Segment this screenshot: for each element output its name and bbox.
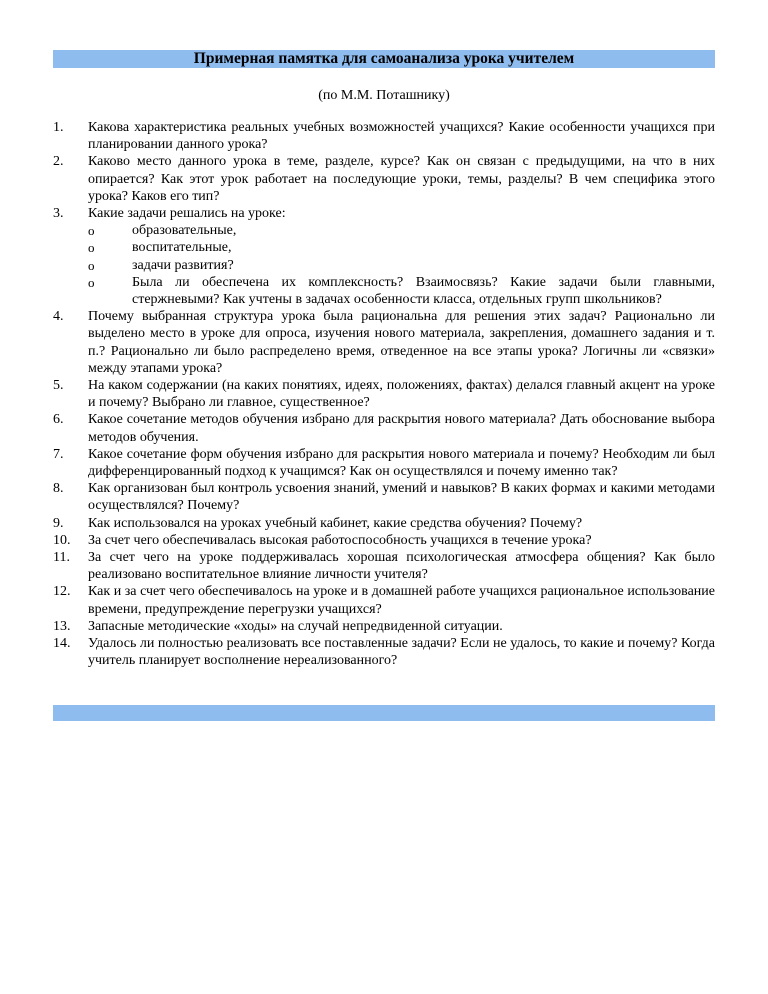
bullet-icon: o	[88, 274, 95, 290]
item-text: Как организован был контроль усвоения знаний, умений и навыков? В каких формах и какими методами осуществлялся? Почему?	[88, 481, 715, 514]
list-item	[53, 119, 715, 153]
list-item	[53, 480, 715, 514]
sub-item-text: Была ли обеспечена их комплексность? Взаимосвязь? Какие задачи были главными, стержневыми? Как учтены в задачах особенности класса, отдельных групп школьников?	[132, 274, 715, 308]
list-item	[53, 153, 715, 205]
item-number: 12.	[53, 584, 71, 600]
item-text: Почему выбранная структура урока была рациональна для решения этих задач? Рационально ли выделено место в уроке для опроса, изучения нового материала, закрепления, домашнего задания и т. п.? Рационально ли было распределено время, отведенное на все этапы урока? Логичны ли «связки» между этапами урока?	[88, 309, 715, 376]
item-number: 8.	[53, 481, 64, 497]
item-number: 1.	[53, 120, 64, 135]
item-number: 2.	[53, 154, 64, 170]
list-item	[53, 308, 715, 377]
item-number: 14.	[53, 636, 71, 652]
item-text: Какова характеристика реальных учебных возможностей учащихся? Какие особенности учащихся при планировании данного урока?	[88, 120, 715, 153]
item-number: 9.	[53, 515, 64, 531]
bullet-icon: o	[88, 257, 95, 273]
item-text: Удалось ли полностью реализовать все поставленные задачи? Если не удалось, то какие и почему? Когда учитель планирует восполнение нереализованного?	[88, 636, 715, 669]
item-number: 3.	[53, 206, 64, 222]
bullet-icon: o	[88, 223, 95, 239]
sub-list-item	[53, 274, 715, 308]
list-item	[53, 549, 715, 583]
item-text: Каково место данного урока в теме, разделе, курсе? Как он связан с предыдущими, на что в них опирается? Как этот урок работает на последующие уроки, темы, разделы? В чем специфика этого урока? Каков его тип?	[88, 154, 715, 204]
item-number: 11.	[53, 550, 70, 566]
item-number: 6.	[53, 412, 64, 428]
sub-list-item	[53, 257, 715, 274]
sub-item-text: образовательные,	[132, 223, 237, 239]
sub-list-item	[53, 239, 715, 256]
list-item	[53, 377, 715, 411]
item-number: 5.	[53, 378, 64, 394]
list-item	[53, 635, 715, 669]
item-number: 4.	[53, 309, 64, 325]
item-text: Как и за счет чего обеспечивалось на уроке и в домашней работе учащихся рациональное использование времени, предупреждение перегрузки учащихся?	[88, 584, 715, 617]
item-text: Какие задачи решались на уроке:	[88, 206, 286, 222]
item-text: Какое сочетание форм обучения избрано для раскрытия нового материала и почему? Необходим ли был дифференцированный подход к учащимся? Как он осуществлялся и почему именно так?	[88, 446, 715, 480]
item-text: На каком содержании (на каких понятиях, идеях, положениях, фактах) делался главный акцент на уроке и почему? Выбрано ли главное, существенное?	[88, 378, 715, 411]
list-item	[53, 515, 715, 532]
list-item	[53, 583, 715, 617]
bullet-icon: o	[88, 240, 95, 256]
sub-item-text: воспитательные,	[132, 240, 232, 256]
item-text: Какое сочетание методов обучения избрано для раскрытия нового материала? Дать обоснование выбора методов обучения.	[88, 412, 715, 445]
sub-item-text: задачи развития?	[132, 257, 234, 273]
item-text: За счет чего на уроке поддерживалась хорошая психологическая атмосфера общения? Как было реализовано воспитательное влияние личности учителя?	[88, 550, 715, 583]
question-list	[53, 119, 715, 670]
item-text: Как использовался на уроках учебный кабинет, какие средства обучения? Почему?	[88, 515, 583, 531]
list-item	[53, 411, 715, 445]
list-item	[53, 532, 715, 549]
item-number: 13.	[53, 618, 71, 634]
sub-list	[53, 222, 715, 308]
item-number: 7.	[53, 446, 64, 462]
item-text: За счет чего обеспечивалась высокая работоспособность учащихся в течение урока?	[88, 532, 592, 548]
document-subtitle: (по М.М. Поташнику)	[318, 88, 450, 103]
sub-list-item	[53, 222, 715, 239]
list-item	[53, 618, 715, 635]
footer-bar	[53, 705, 715, 721]
document-title: Примерная памятка для самоанализа урока учителем	[53, 50, 715, 68]
item-number: 10.	[53, 532, 71, 548]
list-item	[53, 205, 715, 222]
list-item	[53, 446, 715, 480]
item-text: Запасные методические «ходы» на случай непредвиденной ситуации.	[88, 618, 503, 634]
